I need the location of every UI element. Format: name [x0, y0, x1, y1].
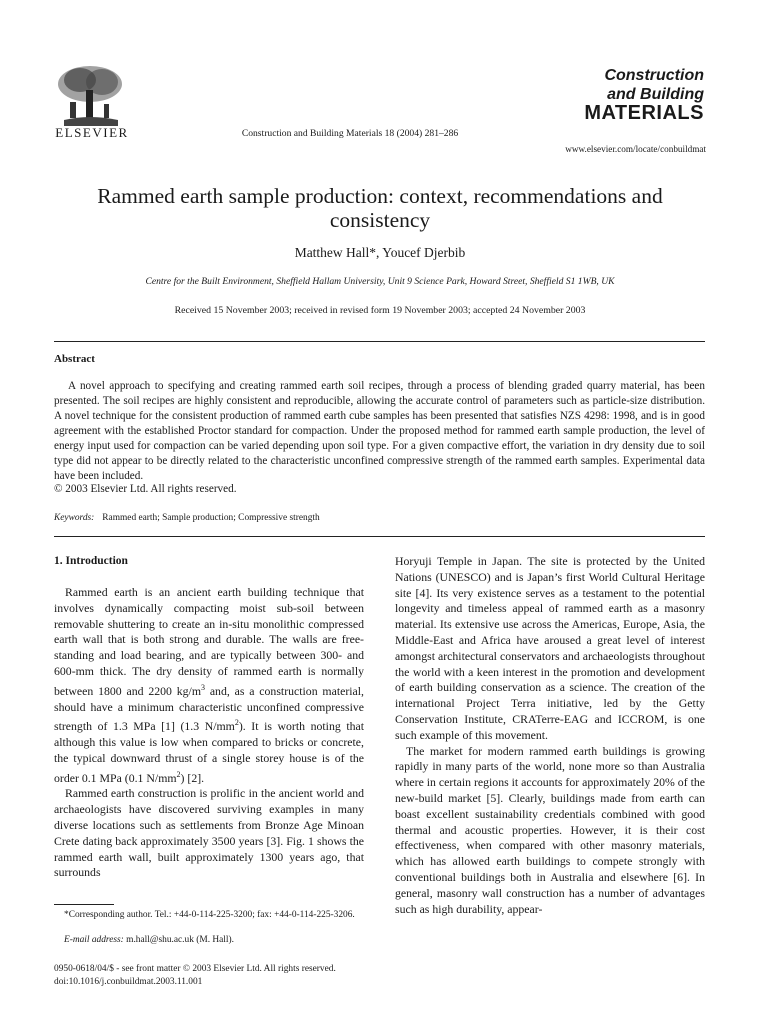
divider-top	[54, 341, 705, 342]
journal-title-logo	[544, 66, 704, 123]
journal-title-line2: and Building	[607, 86, 704, 103]
footnote-corresponding: *Corresponding author. Tel.: +44-0-114-225-3200; fax: +44-0-114-225-3206.	[64, 910, 355, 920]
footnote-rule	[54, 904, 114, 905]
intro-paragraph-2: Rammed earth construction is prolific in the ancient world and archaeologists have discovered surviving examples in many diverse locations such as settlements from Bronze Age Minoan Crete dating back approximately 3500 years [3]. Fig. 1 shows the rammed earth wall, built approximately 1300 years ago, that surrounds	[54, 786, 364, 880]
elsevier-tree-logo	[52, 62, 128, 128]
front-matter: 0950-0618/04/$ - see front matter © 2003 Elsevier Ltd. All rights reserved.	[54, 964, 336, 974]
tree-icon	[52, 62, 128, 128]
intro-paragraph-4: The market for modern rammed earth buildings is growing rapidly in many parts of the world, none more so than Australia where in certain regions it accounts for approximately 20% of the new-build market [5]. Clearly, buildings made from earth can boast excellent sustainability credentials combined with good thermal and acoustic properties. However, it is their cost effectiveness, when compared with other masonry materials, which has allowed earth buildings to compete strongly with conventional buildings both in Australia and elsewhere [6]. In general, masonry wall construction has a number of advantages such as high durability, appear-	[395, 743, 705, 916]
publisher-name: ELSEVIER	[55, 125, 129, 140]
divider-bottom	[54, 536, 705, 537]
article-title-line1: Rammed earth sample production: context, recommendations and	[97, 184, 663, 208]
column-left	[54, 585, 364, 881]
journal-url-link[interactable]: www.elsevier.com/locate/conbuildmat	[565, 144, 706, 154]
abstract-copyright: © 2003 Elsevier Ltd. All rights reserved.	[54, 483, 237, 495]
abstract-body: A novel approach to specifying and creating rammed earth soil recipes, through a process of blending graded quarry material, has been presented. The soil recipes are highly consistent and reproducible, allowing the accurate control of parameters such as particle-size distribution. A novel technique for the consistent production of rammed earth cube samples has been presented that satisfies NZS 4298: 1998, and is in good agreement with the established Proctor standard for compaction. Under the proposed method for rammed earth sample production, the level of energy input used for compaction can be varied depending upon soil type. For a given compactive effort, the variation in dry density due to soil type did not appear to be directly related to the characteristic unconfined compressive strength of the rammed earth samples. Experimental data have been included.	[54, 380, 705, 482]
affiliation: Centre for the Built Environment, Sheffield Hallam University, Unit 9 Science Park, Howard Street, Sheffield S1 1WB, UK	[145, 276, 615, 287]
doi: doi:10.1016/j.conbuildmat.2003.11.001	[54, 977, 203, 987]
intro-paragraph-1: Rammed earth is an ancient earth building technique that involves dynamically compacting moist sub-soil between removable shuttering to create an in-situ monolithic compressed earth wall that is both strong and durable. The walls are free-standing and load bearing, and are typically between 300- and 600-mm thick. The dry density of rammed earth is normally between 1800 and 2200 $kg/m^3$ and, as a construction material, should have a minimum characteristic unconfined compressive strength of 1.3 MPa [1] (1.3 $N/mm^2$). It is worth noting that although this value is low when compared to bricks or concrete, the typical downward thrust of a single storey house is of the order 0.1 MPa (0.1 $N/mm^2$) [2].	[54, 585, 365, 785]
authors: Matthew Hall*, Youcef Djerbib	[294, 245, 466, 260]
column-right	[395, 554, 705, 917]
received-dates: Received 15 November 2003; received in revised form 19 November 2003; accepted 24 November 2003	[174, 305, 586, 316]
section-heading-introduction: 1. Introduction	[54, 555, 128, 567]
intro-paragraph-3: Horyuji Temple in Japan. The site is protected by the United Nations (UNESCO) and is Japan’s first World Cultural Heritage site [4]. Its very existence serves as a testament to the potential longevity and timeless appeal of rammed earth as a masonry material. Its extensive use across the Americas, Europe, Asia, the Middle-East and Africa have aroused a great level of interest amongst architectural conservators and archaeologists throughout the world with a keen interest in the promotion and development of earth building conservation as a science. The creation of the international Project Terra initiative, led by the Getty Conservation Institute, CRATerre-EAG and ICCROM, is one such example of this movement.	[395, 554, 705, 742]
journal-citation: Construction and Building Materials 18 (2004) 281–286	[241, 128, 459, 139]
email-label: E-mail address:	[64, 935, 124, 945]
footnote-email	[64, 935, 234, 945]
bottom-info	[54, 963, 336, 989]
keywords-label: Keywords:	[54, 513, 95, 523]
article-title-line2: consistency	[329, 208, 431, 232]
abstract-heading: Abstract	[54, 353, 95, 365]
article-title	[60, 184, 700, 232]
email-link[interactable]: m.hall@shu.ac.uk (M. Hall).	[123, 935, 234, 945]
keywords-text: Rammed earth; Sample production; Compressive strength	[102, 513, 320, 523]
journal-title-line3: MATERIALS	[584, 102, 704, 124]
journal-title-line1: Construction	[604, 67, 704, 84]
keywords	[54, 513, 320, 523]
